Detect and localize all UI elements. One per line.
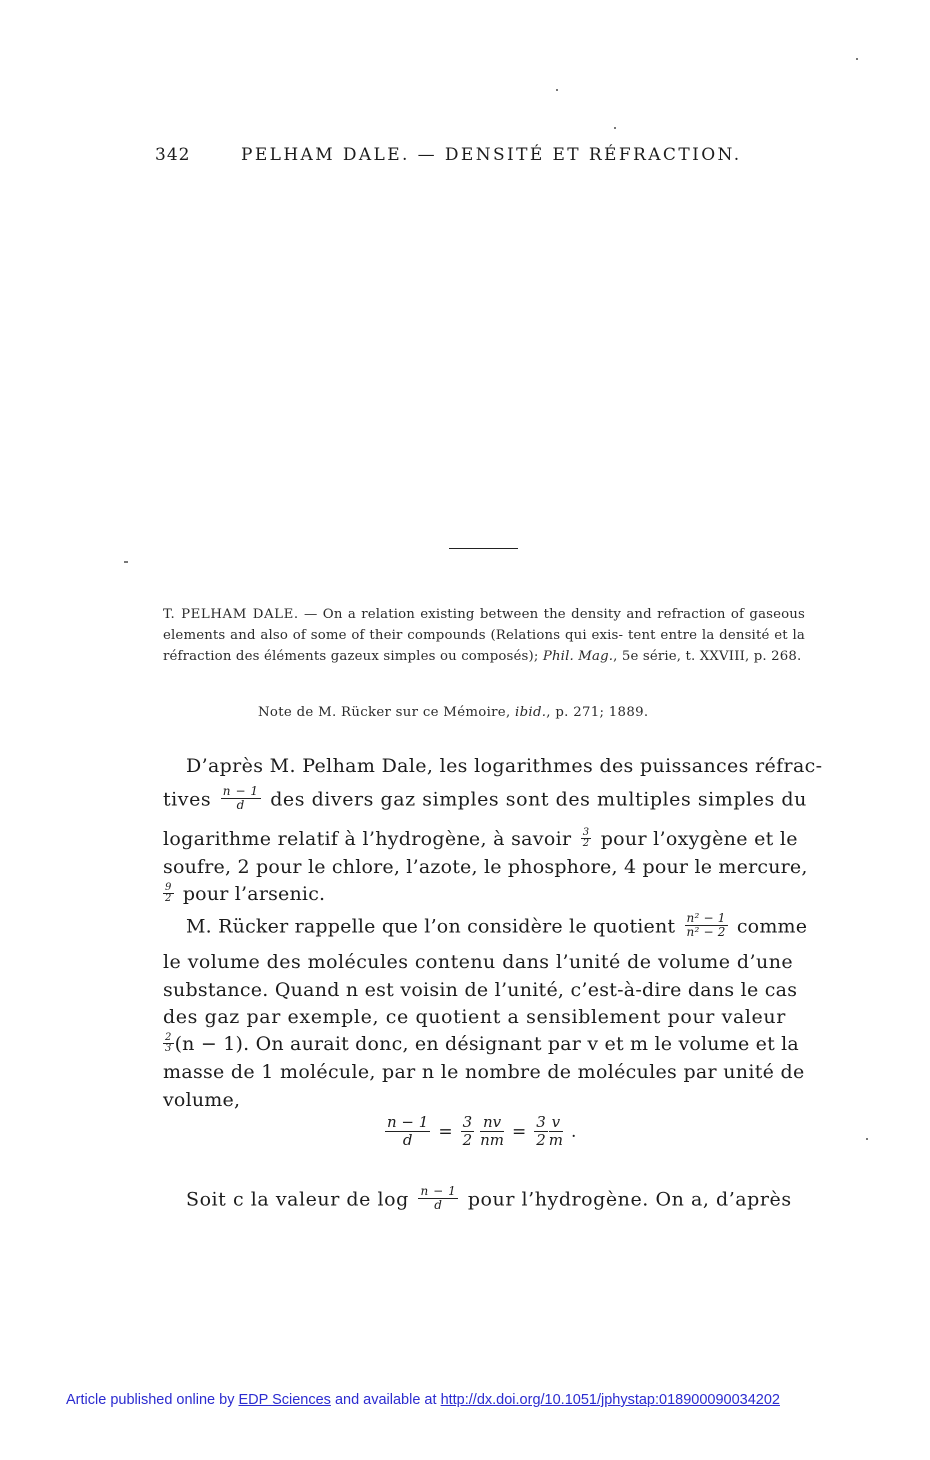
scan-speck bbox=[556, 89, 558, 91]
text-line: tives $\frac{n - 1}{d}$ des divers gaz simples sont des multiples simples du bbox=[163, 784, 807, 812]
reference-journal: Phil. Mag. bbox=[542, 649, 614, 664]
doi-link[interactable]: http://dx.doi.org/10.1051/jphystap:018900090034202 bbox=[440, 1392, 780, 1408]
bibliographic-reference bbox=[163, 604, 805, 667]
footer-middle: and available at bbox=[330, 1392, 441, 1408]
note-prefix: Note de M. Rücker sur ce Mémoire, bbox=[258, 705, 516, 720]
text-line: masse de 1 molécule, par n le nombre de molécules par unité de bbox=[163, 1061, 805, 1083]
reference-dash: — bbox=[298, 607, 323, 622]
fraction-quotient: $\frac{\text{n² − 1}}{\text{n² − 2}}$ bbox=[686, 911, 726, 939]
footer-prefix: Article published online by bbox=[66, 1392, 239, 1408]
note-details: , p. 271; 1889. bbox=[546, 705, 649, 720]
reference-journal-details: , 5e série, t. XXVIII, p. 268. bbox=[613, 649, 802, 664]
text-line: Soit c la valeur de log $\frac{n - 1}{d}$ pour l’hydrogène. On a, d’après bbox=[186, 1184, 792, 1212]
section-rule bbox=[449, 548, 518, 549]
eq-fraction-1: $\frac{n - 1}{d}$ bbox=[387, 1113, 429, 1149]
scan-speck bbox=[866, 1138, 868, 1140]
text-line: soufre, 2 pour le chlore, l’azote, le phosphore, 4 pour le mercure, bbox=[163, 856, 808, 878]
eq-period: . bbox=[571, 1121, 577, 1142]
reference-title-line1: On a relation existing between the density and refraction bbox=[322, 607, 726, 622]
reference-title-line3: tent entre la densité et la réfraction des éléments gazeux simples ou composés); bbox=[163, 628, 805, 664]
fraction-two-thirds: $\frac{2}{3}$ bbox=[165, 1031, 172, 1054]
text-line: $\frac{9}{2}$ pour l’arsenic. bbox=[165, 881, 326, 905]
eq-fraction-4: $\frac{3}{2}$ bbox=[536, 1113, 546, 1149]
eq-equals: = bbox=[512, 1121, 527, 1142]
scan-speck bbox=[124, 561, 128, 563]
reference-note bbox=[258, 705, 648, 720]
note-ibid: ibid. bbox=[515, 705, 547, 720]
text-line: des gaz par exemple, ce quotient a sensiblement pour valeur bbox=[163, 1006, 786, 1028]
text-line: $\frac{2}{3}$ (n − 1). On aurait donc, en désignant par v et m le volume et la bbox=[165, 1031, 799, 1055]
eq-fraction-5: $\frac{v}{m}$ bbox=[548, 1113, 564, 1149]
text-line: logarithme relatif à l’hydrogène, à savoir $\frac{3}{2}$ pour l’oxygène et le bbox=[163, 826, 798, 850]
text-line: substance. Quand n est voisin de l’unité, c’est-à-dire dans le cas bbox=[163, 979, 798, 1001]
reference-title-line2: of gaseous elements and also of some of their compounds (Relations qui exis- bbox=[163, 607, 805, 643]
text-line: volume, bbox=[163, 1089, 241, 1111]
text-line: D’après M. Pelham Dale, les logarithmes des puissances réfrac- bbox=[186, 755, 823, 777]
eq-fraction-3: $\frac{nv}{nm}$ bbox=[480, 1113, 504, 1149]
display-equation bbox=[380, 1114, 579, 1149]
fraction-log-argument: $\frac{n - 1}{d}$ bbox=[420, 1184, 457, 1212]
fraction-three-halves: $\frac{3}{2}$ bbox=[582, 826, 590, 849]
text-line: le volume des molécules contenu dans l’unité de volume d’une bbox=[163, 951, 794, 973]
scan-speck bbox=[614, 127, 616, 129]
reference-author: T. PELHAM DALE. bbox=[163, 607, 299, 622]
eq-equals: = bbox=[438, 1121, 453, 1142]
publisher-link[interactable]: EDP Sciences bbox=[238, 1392, 331, 1408]
page-number: 342 bbox=[155, 145, 191, 165]
eq-fraction-2: $\frac{3}{2}$ bbox=[462, 1113, 473, 1149]
text-line: M. Rücker rappelle que l’on considère le quotient $\frac{\text{n² − 1}}{\text{n² − 2}}$ comme bbox=[186, 911, 808, 939]
fraction-nine-halves: $\frac{9}{2}$ bbox=[165, 881, 172, 904]
publication-footer bbox=[66, 1392, 780, 1408]
scan-speck bbox=[856, 58, 858, 60]
fraction-n-minus-1-over-d: $\frac{n - 1}{d}$ bbox=[222, 784, 259, 812]
running-title: PELHAM DALE. — DENSITÉ ET RÉFRACTION. bbox=[241, 145, 742, 165]
